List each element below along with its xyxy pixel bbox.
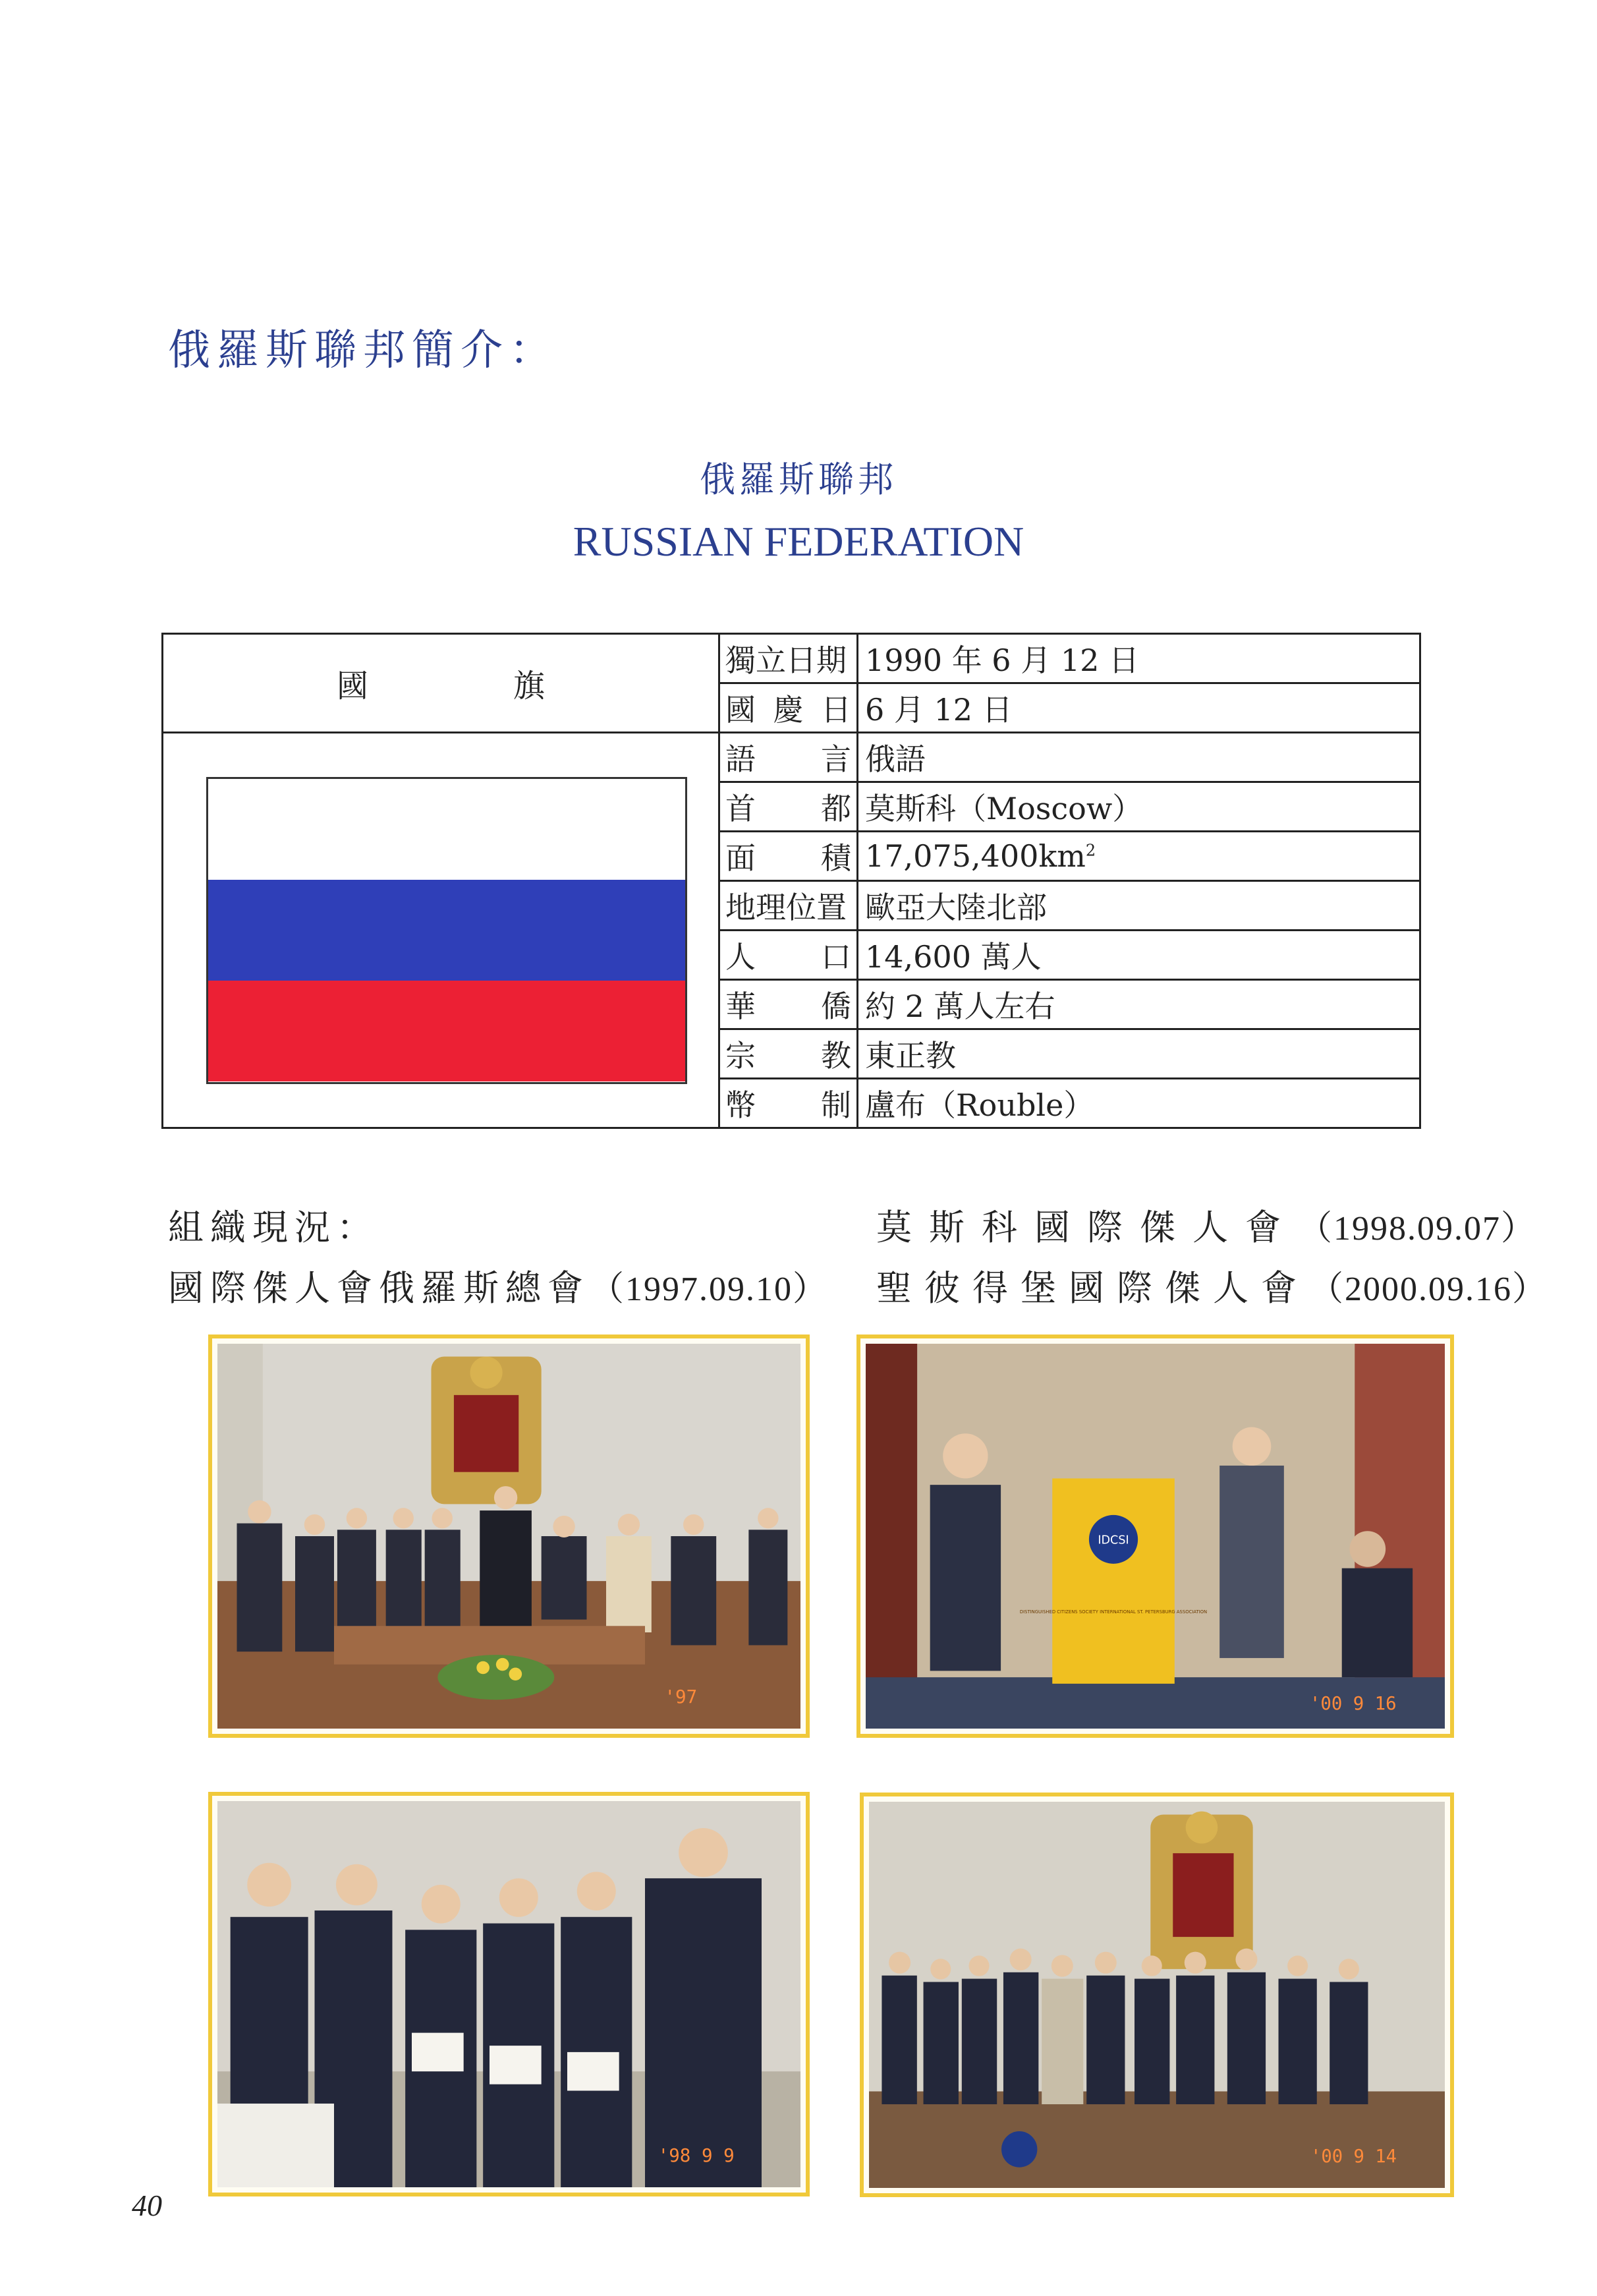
- org-st-petersburg-name: 聖彼得堡國際傑人會: [876, 1267, 1309, 1309]
- org-moscow-name: 莫斯科國際傑人會: [876, 1207, 1298, 1248]
- row-value-area: [858, 832, 1420, 881]
- row-value-capital: 莫斯科（Moscow）: [858, 782, 1420, 832]
- certificates-photo-image: [217, 1801, 800, 2187]
- row-value-national-day: 6 月 12 日: [858, 683, 1420, 733]
- label-char: 口: [821, 939, 851, 975]
- row-value-overseas-chinese: 約 2 萬人左右: [858, 980, 1420, 1029]
- org-moscow-date: （1998.09.07）: [1298, 1210, 1537, 1248]
- label-char: 都: [821, 791, 851, 826]
- flag-stripe-red: [208, 981, 685, 1081]
- row-label-currency: [719, 1079, 858, 1128]
- banner-caption: DISTINGUISHED CITIZENS SOCIETY INTERNATIONAL ST. PETERSBURG ASSOCIATION: [1019, 1609, 1208, 1615]
- org-russia-general-date: （1997.09.10）: [590, 1271, 829, 1308]
- row-value-language: 俄語: [858, 733, 1420, 782]
- country-info-table: [161, 633, 1421, 1129]
- org-st-petersburg: [876, 1260, 1548, 1311]
- label-char: 日: [821, 692, 851, 728]
- label-char: 宗: [725, 1038, 756, 1074]
- label-char: 面: [725, 840, 756, 876]
- row-label-religion: [719, 1029, 858, 1079]
- photo-1-datestamp: '97: [664, 1687, 698, 1708]
- flag-header-char-1: 國: [336, 668, 368, 704]
- org-russia-general-name: 國際傑人會俄羅斯總會: [168, 1267, 590, 1309]
- banner-photo-image: [866, 1344, 1445, 1729]
- label-char: 言: [821, 741, 851, 777]
- row-label-capital: [719, 782, 858, 832]
- flag-header-char-2: 旗: [513, 668, 546, 704]
- banner-logo-text: IDCSI: [1098, 1534, 1129, 1547]
- area-value: 17,075,400km: [865, 838, 1086, 874]
- page-number: 40: [132, 2189, 162, 2222]
- row-value-religion: 東正教: [858, 1029, 1420, 1079]
- row-label-independence: 獨立日期: [719, 634, 858, 683]
- org-st-petersburg-date: （2000.09.16）: [1309, 1271, 1548, 1308]
- photo-st-petersburg-banner: [856, 1335, 1454, 1738]
- label-char: 首: [725, 791, 756, 826]
- row-label-language: [719, 733, 858, 782]
- photo-4-datestamp: '00 9 14: [1310, 2146, 1397, 2167]
- row-value-currency: 盧布（Rouble）: [858, 1079, 1420, 1128]
- row-label-national-day: [719, 683, 858, 733]
- row-value-independence: 1990 年 6 月 12 日: [858, 634, 1420, 683]
- row-label-population: [719, 931, 858, 980]
- label-char: 幣: [725, 1087, 756, 1123]
- label-char: 語: [725, 741, 756, 777]
- country-name-chinese: 俄羅斯聯邦: [700, 459, 897, 500]
- country-name-english: RUSSIAN FEDERATION: [573, 518, 1024, 565]
- org-russia-general: [168, 1260, 828, 1311]
- photo-moscow-group: [860, 1793, 1454, 2197]
- label-char: 積: [821, 840, 851, 876]
- flag-stripe-white: [208, 779, 685, 880]
- flag-cell: [163, 733, 719, 1128]
- org-moscow: [876, 1199, 1536, 1250]
- row-label-area: [719, 832, 858, 881]
- label-char: 國: [725, 692, 756, 728]
- meeting-photo-image: [217, 1344, 800, 1729]
- label-char: 教: [821, 1038, 851, 1074]
- row-value-population: 14,600 萬人: [858, 931, 1420, 980]
- row-label-overseas-chinese: [719, 980, 858, 1029]
- flag-stripe-blue: [208, 880, 685, 981]
- photo-3-datestamp: '98 9 9: [658, 2146, 735, 2166]
- row-label-location: 地理位置: [719, 881, 858, 931]
- label-char: 華: [725, 989, 756, 1024]
- page-heading: 俄羅斯聯邦簡介：: [168, 326, 558, 375]
- label-char: 制: [821, 1087, 851, 1123]
- photo-certificates: [208, 1792, 810, 2196]
- label-char: 慶: [773, 692, 804, 728]
- area-unit-exponent: 2: [1085, 841, 1096, 860]
- row-value-location: 歐亞大陸北部: [858, 881, 1420, 931]
- label-char: 僑: [821, 989, 851, 1024]
- group-photo-image: [869, 1802, 1445, 2188]
- flag-header: [163, 634, 719, 733]
- photo-russia-general-meeting: [208, 1335, 810, 1738]
- russian-flag: [206, 777, 687, 1084]
- label-char: 人: [725, 939, 756, 975]
- photo-2-datestamp: '00 9 16: [1309, 1693, 1397, 1714]
- org-status-title: 組織現況：: [168, 1207, 379, 1248]
